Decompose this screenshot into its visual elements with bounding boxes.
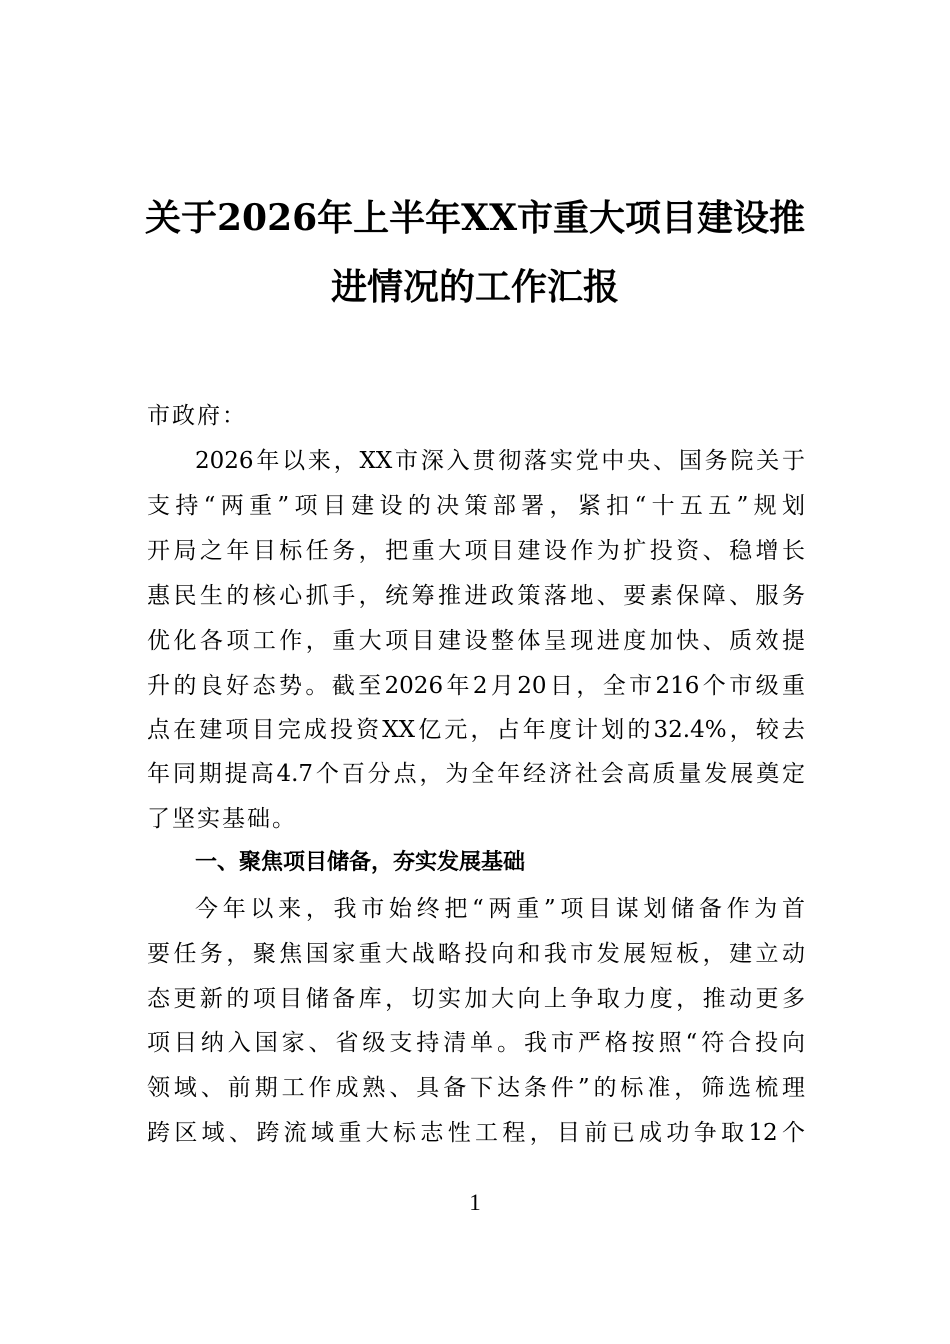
salutation: 市政府：: [147, 403, 247, 429]
paragraph-1-line: 2026年以来，XX市深入贯彻落实党中央、国务院关于: [195, 448, 805, 474]
paragraph-1-line: 惠民生的核心抓手，统筹推进政策落地、要素保障、服务: [147, 583, 805, 609]
paragraph-2-line: 态更新的项目储备库，切实加大向上争取力度，推动更多: [147, 986, 805, 1012]
document-title-line-2: 进情况的工作汇报: [330, 266, 619, 308]
paragraph-1-line: 点在建项目完成投资XX亿元，占年度计划的32.4%，较去: [147, 717, 805, 743]
document-title-line-1: 关于2026年上半年XX市重大项目建设推: [144, 197, 806, 239]
paragraph-2-line: 跨区域、跨流域重大标志性工程，目前已成功争取12个: [147, 1120, 805, 1146]
paragraph-1-line: 支持“两重”项目建设的决策部署，紧扣“十五五”规划: [147, 493, 805, 519]
paragraph-1-line: 优化各项工作，重大项目建设整体呈现进度加快、质效提: [147, 628, 805, 654]
paragraph-2-line: 领域、前期工作成熟、具备下达条件”的标准，筛选梳理: [147, 1075, 805, 1101]
paragraph-1-line: 了坚实基础。: [147, 806, 297, 832]
paragraph-2-line: 今年以来，我市始终把“两重”项目谋划储备作为首: [195, 896, 805, 922]
page-number: 1: [469, 1190, 481, 1215]
section-heading: 一、聚焦项目储备，夯实发展基础: [195, 850, 526, 875]
paragraph-1-line: 年同期提高4.7个百分点，为全年经济社会高质量发展奠定: [147, 761, 805, 787]
paragraph-1-line: 升的良好态势。截至2026年2月20日，全市216个市级重: [147, 673, 805, 699]
paragraph-1-line: 开局之年目标任务，把重大项目建设作为扩投资、稳增长: [147, 538, 805, 564]
paragraph-2-line: 项目纳入国家、省级支持清单。我市严格按照“符合投向: [147, 1030, 805, 1056]
paragraph-2-line: 要任务，聚焦国家重大战略投向和我市发展短板，建立动: [147, 941, 805, 967]
